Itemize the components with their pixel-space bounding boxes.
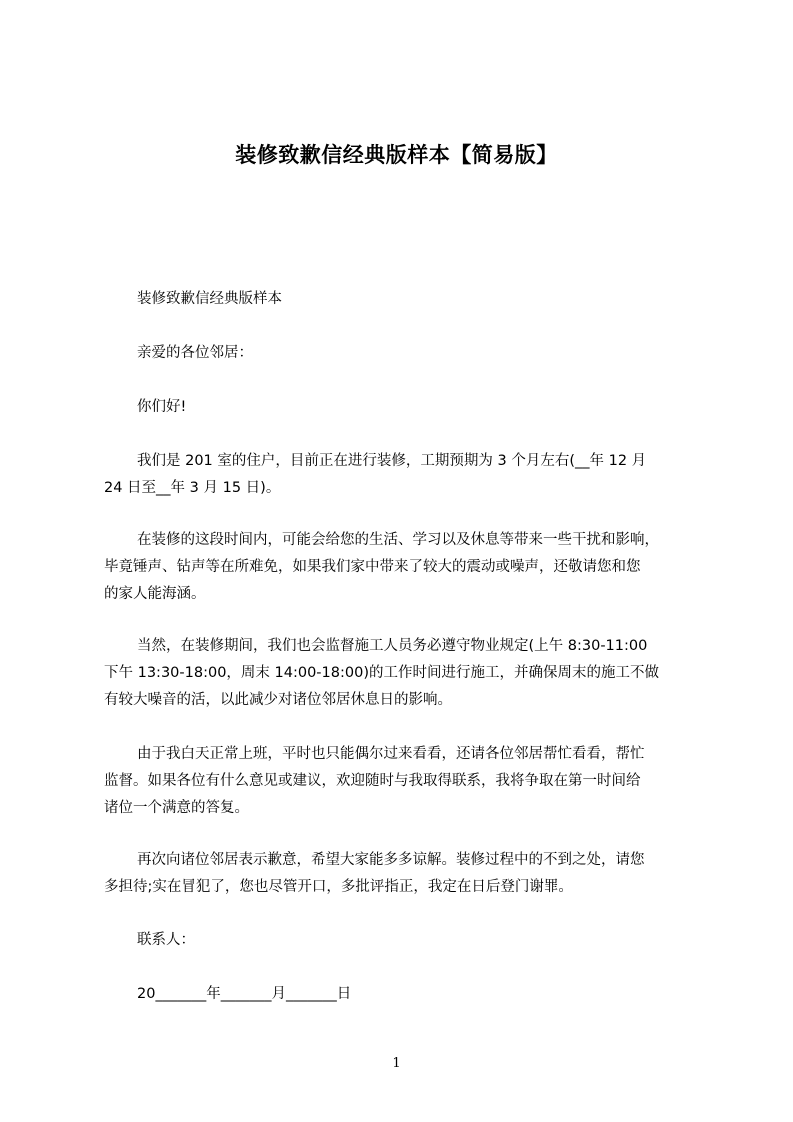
document-title: 装修致歉信经典版样本【简易版】 bbox=[235, 143, 558, 167]
page-number: 1 bbox=[392, 1056, 401, 1071]
paragraph-line: 下午 13:30-18:00，周末 14:00-18:00)的工作时间进行施工，并确保周末的施工不做 bbox=[104, 665, 659, 681]
paragraph-contact bbox=[104, 927, 704, 954]
paragraph-line: 诸位一个满意的答复。 bbox=[104, 800, 249, 816]
paragraph-line: 毕竟锤声、钻声等在所难免，如果我们家中带来了较大的震动或噪声，还敬请您和您 bbox=[104, 559, 641, 575]
paragraph-line: 由于我白天正常上班，平时也只能偶尔过来看看，还请各位邻居帮忙看看，帮忙 bbox=[137, 746, 645, 762]
paragraph-line: 24 日至__年 3 月 15 日)。 bbox=[104, 480, 281, 496]
paragraph-line: 我们是 201 室的住户，目前正在进行装修，工期预期为 3 个月左右(__年 12 月 bbox=[137, 453, 647, 469]
paragraph-schedule bbox=[104, 633, 704, 714]
paragraph-line: 再次向诸位邻居表示歉意，希望大家能多多谅解。装修过程中的不到之处，请您 bbox=[137, 852, 645, 868]
paragraph-line: 联系人： bbox=[137, 932, 195, 948]
paragraph-line: 在装修的这段时间内，可能会给您的生活、学习以及休息等带来一些干扰和影响， bbox=[137, 532, 659, 548]
paragraph-line: 装修致歉信经典版样本 bbox=[137, 291, 282, 307]
paragraph-subtitle bbox=[104, 286, 704, 313]
paragraph-greeting bbox=[104, 394, 704, 421]
paragraph-line: 有较大噪音的活，以此减少对诸位邻居休息日的影响。 bbox=[104, 692, 452, 708]
paragraph-line: 你们好! bbox=[137, 399, 187, 415]
paragraph-supervision bbox=[104, 741, 704, 822]
paragraph-salutation bbox=[104, 340, 704, 367]
paragraph-line: 多担待;实在冒犯了，您也尽管开口，多批评指正，我定在日后登门谢罪。 bbox=[104, 879, 573, 895]
paragraph-line: 当然，在装修期间，我们也会监督施工人员务必遵守物业规定(上午 8:30-11:00 bbox=[137, 638, 648, 654]
paragraph-date bbox=[104, 981, 704, 1008]
paragraph-apology bbox=[104, 527, 704, 608]
paragraph-line: 的家人能海涵。 bbox=[104, 586, 206, 602]
paragraph-line: 监督。如果各位有什么意见或建议，欢迎随时与我取得联系，我将争取在第一时间给 bbox=[104, 773, 641, 789]
paragraph-line: 20_______年_______月_______日 bbox=[137, 986, 352, 1002]
paragraph-intro bbox=[104, 448, 704, 502]
paragraph-line: 亲爱的各位邻居： bbox=[137, 345, 253, 361]
paragraph-closing bbox=[104, 847, 704, 901]
